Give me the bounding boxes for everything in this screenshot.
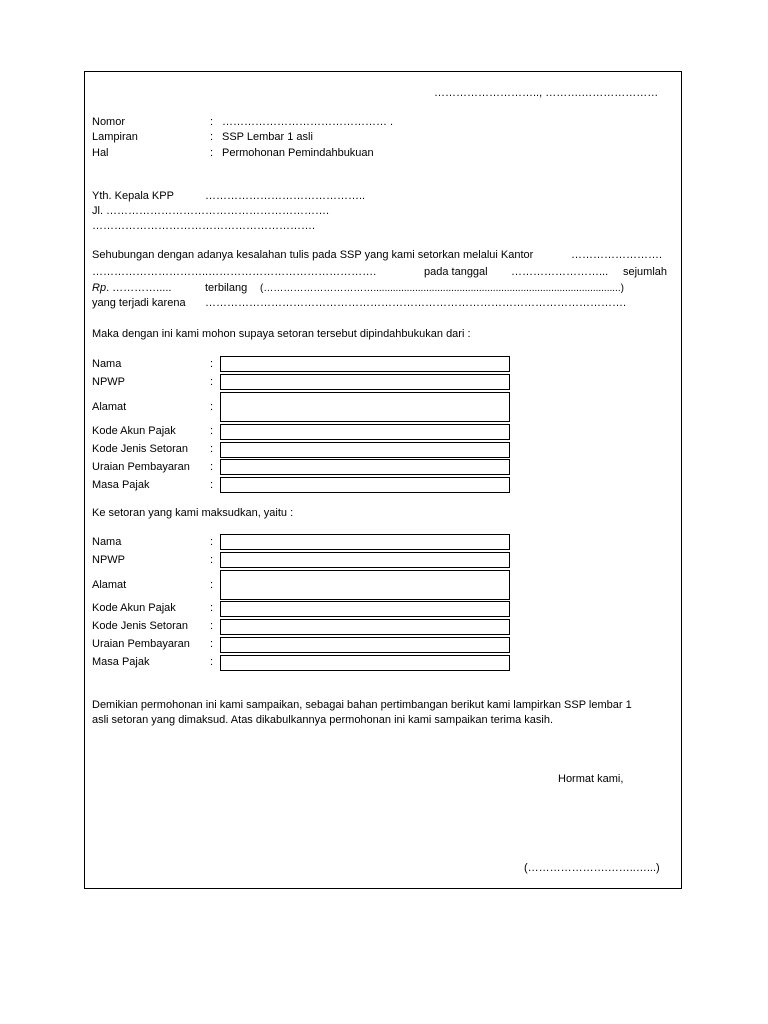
to-npwp-field[interactable] [220, 552, 510, 568]
from-kode-jenis-field[interactable] [220, 442, 510, 458]
from-masa-colon: : [210, 479, 214, 491]
kantor-dots: ……………………. [571, 249, 663, 261]
pada-tanggal-label: pada tanggal [424, 266, 488, 278]
from-uraian-field[interactable] [220, 459, 510, 475]
hormat-kami: Hormat kami, [558, 773, 624, 785]
karena-label: yang terjadi karena [92, 297, 186, 309]
lampiran-value: SSP Lembar 1 asli [222, 131, 313, 143]
from-kode-akun-colon: : [210, 425, 214, 437]
date-line: ……………………….., ……….………………… [434, 87, 659, 99]
from-kode-jenis-label: Kode Jenis Setoran [92, 443, 189, 455]
to-kode-akun-colon: : [210, 602, 214, 614]
from-npwp-label: NPWP [92, 376, 125, 388]
from-kode-akun-label: Kode Akun Pajak [92, 425, 176, 437]
from-nama-field[interactable] [220, 356, 510, 372]
lampiran-label: Lampiran [92, 131, 138, 143]
address-street: Jl. ……………………………………………………. [92, 205, 330, 217]
to-kode-jenis-field[interactable] [220, 619, 510, 635]
terbilang-label: terbilang [205, 282, 248, 294]
to-uraian-field[interactable] [220, 637, 510, 653]
rp-line [92, 282, 171, 295]
hal-colon: : [210, 147, 214, 159]
from-nama-label: Nama [92, 358, 122, 370]
rp-label: Rp [92, 282, 107, 294]
to-kode-jenis-colon: : [210, 620, 214, 632]
from-alamat-label: Alamat [92, 401, 127, 413]
to-alamat-colon: : [210, 579, 214, 591]
rp-dots: . …………..... [106, 282, 172, 294]
sejumlah-label: sejumlah [623, 266, 668, 278]
from-kode-jenis-colon: : [210, 443, 214, 455]
from-kode-akun-field[interactable] [220, 424, 510, 440]
from-masa-label: Masa Pajak [92, 479, 150, 491]
nomor-value: ……………………………………… . [222, 116, 394, 128]
to-npwp-colon: : [210, 554, 214, 566]
signature-name-dots: (………………….……..…...) [524, 862, 660, 874]
paragraph-1-line-1: Sehubungan dengan adanya kesalahan tulis pada SSP yang kami setorkan melalui Kantor [92, 249, 534, 261]
address-kpp-dots: …………………………………….. [205, 190, 366, 202]
from-alamat-colon: : [210, 401, 214, 413]
paragraph-1-line-2-dots: …………………………..………………………………………. [92, 266, 377, 278]
to-kode-jenis-label: Kode Jenis Setoran [92, 620, 189, 632]
to-masa-field[interactable] [220, 655, 510, 671]
address-city: ……………………………………………………. [92, 220, 316, 232]
closing-line-1: Demikian permohonan ini kami sampaikan, sebagai bahan pertimbangan berikut kami lampirkan SSP lembar 1 [92, 699, 632, 711]
paragraph-3: Ke setoran yang kami maksudkan, yaitu : [92, 507, 294, 519]
from-uraian-colon: : [210, 461, 214, 473]
karena-dots: ……………………………………………………………………………………………………. [205, 297, 627, 309]
to-masa-label: Masa Pajak [92, 656, 150, 668]
to-alamat-field[interactable] [220, 570, 510, 600]
nomor-colon: : [210, 116, 214, 128]
to-npwp-label: NPWP [92, 554, 125, 566]
tanggal-dots: ……………………... [511, 266, 609, 278]
nomor-label: Nomor [92, 116, 126, 128]
to-masa-colon: : [210, 656, 214, 668]
to-uraian-colon: : [210, 638, 214, 650]
to-nama-colon: : [210, 536, 214, 548]
hal-value: Permohonan Pemindahbukuan [222, 147, 374, 159]
terbilang-dots: (…………………………….........................................................................................) [260, 283, 624, 294]
from-masa-field[interactable] [220, 477, 510, 493]
to-uraian-label: Uraian Pembayaran [92, 638, 190, 650]
from-npwp-colon: : [210, 376, 214, 388]
hal-label: Hal [92, 147, 109, 159]
closing-line-2: asli setoran yang dimaksud. Atas dikabulkannya permohonan ini kami sampaikan terima kasih. [92, 714, 554, 726]
to-kode-akun-label: Kode Akun Pajak [92, 602, 176, 614]
to-nama-label: Nama [92, 536, 122, 548]
from-uraian-label: Uraian Pembayaran [92, 461, 190, 473]
to-kode-akun-field[interactable] [220, 601, 510, 617]
from-alamat-field[interactable] [220, 392, 510, 422]
from-npwp-field[interactable] [220, 374, 510, 390]
paragraph-2: Maka dengan ini kami mohon supaya setoran tersebut dipindahbukukan dari : [92, 328, 471, 340]
to-alamat-label: Alamat [92, 579, 127, 591]
from-nama-colon: : [210, 358, 214, 370]
lampiran-colon: : [210, 131, 214, 143]
address-kpp-label: Yth. Kepala KPP [92, 190, 174, 202]
to-nama-field[interactable] [220, 534, 510, 550]
